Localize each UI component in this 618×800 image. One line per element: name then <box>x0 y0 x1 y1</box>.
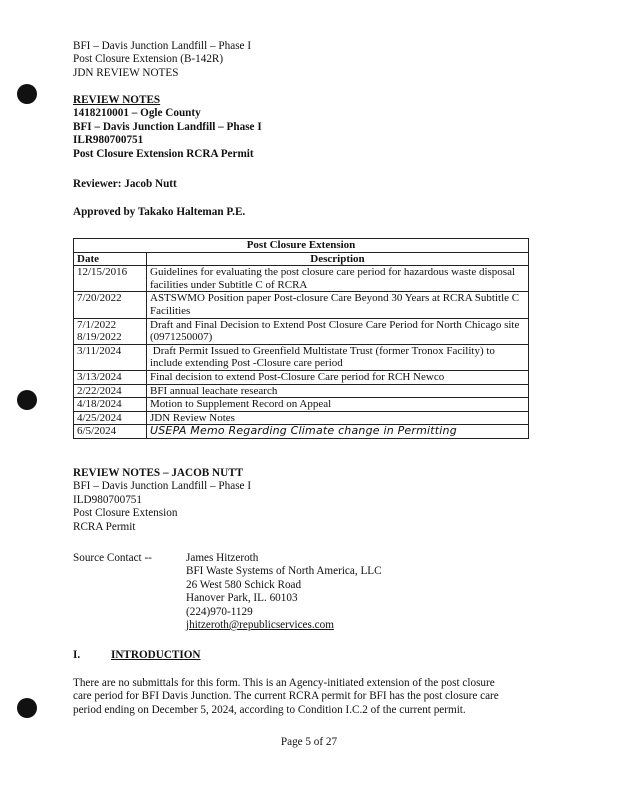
intro-heading: INTRODUCTION <box>111 649 201 661</box>
header-line-3: JDN REVIEW NOTES <box>73 66 179 79</box>
binder-hole-top <box>17 84 37 104</box>
contact-address-2: Hanover Park, IL. 60103 <box>186 592 298 605</box>
reviewer: Reviewer: Jacob Nutt <box>73 178 177 190</box>
review-line-4: Post Closure Extension RCRA Permit <box>73 147 254 160</box>
review-notes-jacob-title: REVIEW NOTES – JACOB NUTT <box>73 467 244 479</box>
intro-section-number: I. <box>73 649 81 661</box>
review-notes-jacob-block <box>73 467 251 534</box>
document-header <box>73 40 251 80</box>
approved-by: Approved by Takako Halteman P.E. <box>73 206 246 218</box>
notes2-line-3: Post Closure Extension <box>73 507 178 520</box>
contact-address-1: 26 West 580 Schick Road <box>186 578 302 591</box>
table-title: Post Closure Extension <box>74 239 529 253</box>
page-number: Page 5 of 27 <box>280 736 338 748</box>
row-date: 4/18/2024 <box>74 398 147 412</box>
review-line-1: 1418210001 – Ogle County <box>73 107 201 120</box>
row-description: Guidelines for evaluating the post closure care period for hazardous waste disposal facilities under Subtitle C of RCRA <box>147 266 529 292</box>
row-description: BFI annual leachate research <box>147 384 529 398</box>
row-date: 2/22/2024 <box>74 384 147 398</box>
table-row <box>74 411 529 425</box>
table-row <box>74 384 529 398</box>
column-header-date: Date <box>74 252 147 266</box>
row-description: Draft Permit Issued to Greenfield Multistate Trust (former Tronox Facility) to include extending Post -Closure care period <box>147 344 529 370</box>
notes2-line-2: ILD980700751 <box>73 493 142 506</box>
review-notes-block <box>73 94 262 161</box>
notes2-line-1: BFI – Davis Junction Landfill – Phase I <box>73 480 252 493</box>
source-contact-details <box>186 552 382 632</box>
contact-phone: (224)970-1129 <box>186 605 253 618</box>
column-header-description: Description <box>147 252 529 266</box>
row-date: 3/13/2024 <box>74 370 147 384</box>
binder-hole-middle <box>17 390 37 410</box>
contact-email-link[interactable]: jhitzeroth@republicservices.com <box>186 619 334 632</box>
table-row <box>74 318 529 344</box>
header-line-1: BFI – Davis Junction Landfill – Phase I <box>73 40 252 52</box>
intro-paragraph <box>73 677 499 717</box>
row-date: 3/11/2024 <box>74 344 147 370</box>
intro-line-2: care period for BFI Davis Junction. The current RCRA permit for BFI has the post closure care <box>73 690 499 703</box>
row-description: Motion to Supplement Record on Appeal <box>147 398 529 412</box>
post-closure-extension-table <box>73 238 529 439</box>
row-date: 12/15/2016 <box>74 266 147 292</box>
header-line-2: Post Closure Extension (B-142R) <box>73 53 224 66</box>
table-row <box>74 398 529 412</box>
table-row <box>74 425 529 439</box>
table-row <box>74 344 529 370</box>
row-date: 7/20/2022 <box>74 292 147 318</box>
row-description: ASTSWMO Position paper Post-closure Care Beyond 30 Years at RCRA Subtitle C Facilities <box>147 292 529 318</box>
source-contact-label: Source Contact -- <box>73 552 152 564</box>
row-date: 7/1/2022 8/19/2022 <box>74 318 147 344</box>
table-row <box>74 266 529 292</box>
row-date: 6/5/2024 <box>74 425 147 439</box>
review-notes-title: REVIEW NOTES <box>73 94 161 106</box>
row-date: 4/25/2024 <box>74 411 147 425</box>
table-row <box>74 292 529 318</box>
row-description-handwritten: USEPA Memo Regarding Climate change in Permitting <box>147 425 529 439</box>
row-description: Draft and Final Decision to Extend Post Closure Care Period for North Chicago site (0971250007) <box>147 318 529 344</box>
binder-hole-bottom <box>17 698 37 718</box>
contact-company: BFI Waste Systems of North America, LLC <box>186 565 382 578</box>
contact-name: James Hitzeroth <box>186 552 259 564</box>
intro-line-3: period ending on December 5, 2024, according to Condition I.C.2 of the current permit. <box>73 703 466 716</box>
review-line-2: BFI – Davis Junction Landfill – Phase I <box>73 120 262 133</box>
row-description: JDN Review Notes <box>147 411 529 425</box>
intro-line-1: There are no submittals for this form. This is an Agency-initiated extension of the post closure <box>73 677 495 689</box>
review-line-3: ILR980700751 <box>73 134 144 147</box>
table-row <box>74 370 529 384</box>
notes2-line-4: RCRA Permit <box>73 520 136 533</box>
row-description: Final decision to extend Post-Closure Care period for RCH Newco <box>147 370 529 384</box>
